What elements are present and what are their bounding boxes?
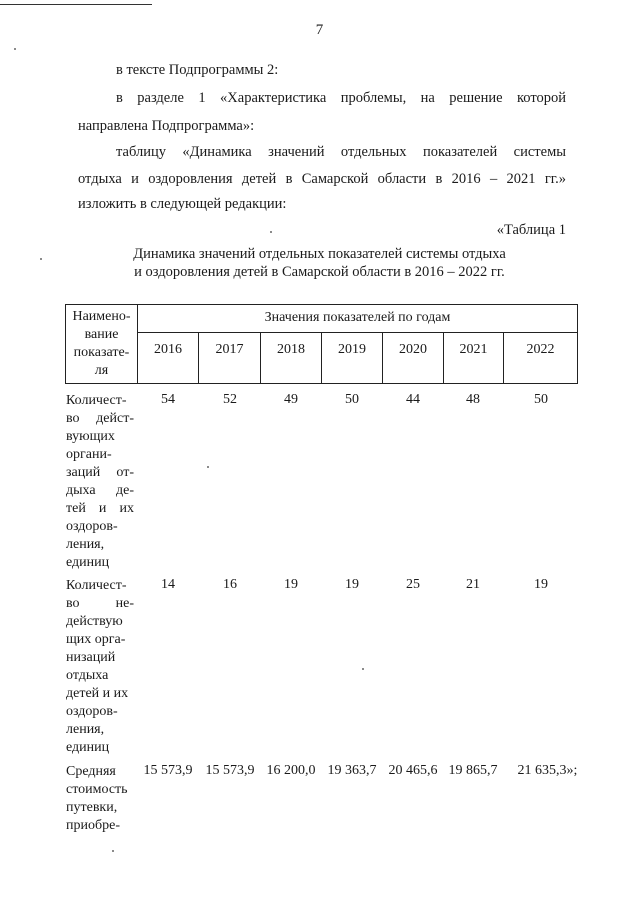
row-label-line: органи- [66,447,112,462]
row1-value-2022: 50 [534,392,548,407]
row2-value-2020: 25 [406,577,420,592]
row-label-line: ления, [66,537,105,552]
row1-value-2020: 44 [406,392,420,407]
row1-value-2016: 54 [161,392,175,407]
row-label-line: вующих [66,429,115,444]
year-2016: 2016 [154,342,182,357]
row3-value-2018: 16 200,0 [266,763,316,778]
intro-line-3: направлена Подпрограмма»: [78,118,255,134]
intro-line-1: в тексте Подпрограммы 2: [116,62,279,78]
year-2019: 2019 [338,342,366,357]
row3-value-2020: 20 465,6 [388,763,438,778]
table-header [65,304,578,384]
intro-line-5: отдыха и оздоровления детей в Самарской области в 2016 – 2021 гг.» [78,171,566,187]
row3-value-2017: 15 573,9 [205,763,255,778]
year-2021: 2021 [459,342,488,357]
page-number: 7 [315,22,324,38]
row-label-line: детей и их [66,686,129,701]
row3-value-2019: 19 363,7 [327,763,377,778]
year-2017: 2017 [215,342,244,357]
row2-value-2016: 14 [161,577,175,592]
row2-value-2021: 21 [466,577,480,592]
row-label-line: единиц [66,740,110,755]
row1-value-2021: 48 [466,392,480,407]
scan-speck [40,258,42,260]
row-label-line: Средняя [66,764,116,779]
intro-line-6: изложить в следующей редакции: [78,196,287,212]
table-title-line-2: и оздоровления детей в Самарской области в 2016 – 2022 гг. [134,264,505,280]
row2-value-2019: 19 [345,577,359,592]
header-name-line: показате- [73,345,130,360]
row-label-line: Количест- [66,393,127,408]
row-label-line: стоимость [66,782,128,797]
row-label-line: заций от- [66,465,134,480]
row-label-line: путевки, [66,800,118,815]
row-label-line: единиц [66,555,110,570]
row-label-line: низаций [66,650,116,665]
row1-value-2018: 49 [284,392,298,407]
row3-value-2022: 21 635,3»; [517,763,578,778]
row-label-line: Количест- [66,578,127,593]
row-label-line: дыха де- [66,483,134,498]
row2-value-2018: 19 [284,577,298,592]
row-label-line: оздоров- [66,704,118,719]
header-rule [0,4,152,5]
table-title-line-1: Динамика значений отдельных показателей системы отдыха [133,246,506,262]
row-label-line: оздоров- [66,519,118,534]
header-name-cell [66,308,137,380]
row-label-active-organizations [66,392,134,572]
row2-value-2017: 16 [223,577,237,592]
row-label-line: щих орга- [66,632,126,647]
header-name-line: вание [84,327,119,342]
row3-value-2016: 15 573,9 [143,763,193,778]
intro-line-2: в разделе 1 «Характеристика проблемы, на решение которой [116,90,566,106]
row-label-line: отдыха [66,668,109,683]
row1-value-2019: 50 [345,392,359,407]
header-name-line: Наимено- [72,309,131,324]
table-caption: «Таблица 1 [496,222,566,238]
table-border-top [65,304,578,305]
row3-value-2021: 19 865,7 [448,763,498,778]
year-2020: 2020 [399,342,427,357]
row2-value-2022: 19 [534,577,548,592]
table-border-right [577,304,578,384]
row-label-line: во не- [66,596,134,611]
header-name-line: ля [94,363,109,378]
row-label-line: во дейст- [66,411,134,426]
scan-speck [362,668,364,670]
table-header-divider [137,332,578,333]
scan-speck [14,48,16,50]
row-label-line: ления, [66,722,105,737]
row-label-average-voucher-cost [66,763,134,835]
intro-line-4: таблицу «Динамика значений отдельных показателей системы [116,144,566,160]
row1-value-2017: 52 [223,392,237,407]
row-label-line: тей и их [66,501,134,516]
row-label-line: приобре- [66,818,120,833]
header-values-label: Значения показателей по годам [264,310,451,325]
scan-speck [207,466,209,468]
row-label-line: действую [66,614,123,629]
year-2018: 2018 [277,342,305,357]
row-label-inactive-organizations [66,577,134,757]
scan-speck [270,231,272,233]
year-2022: 2022 [526,342,555,357]
scan-speck [112,850,114,852]
